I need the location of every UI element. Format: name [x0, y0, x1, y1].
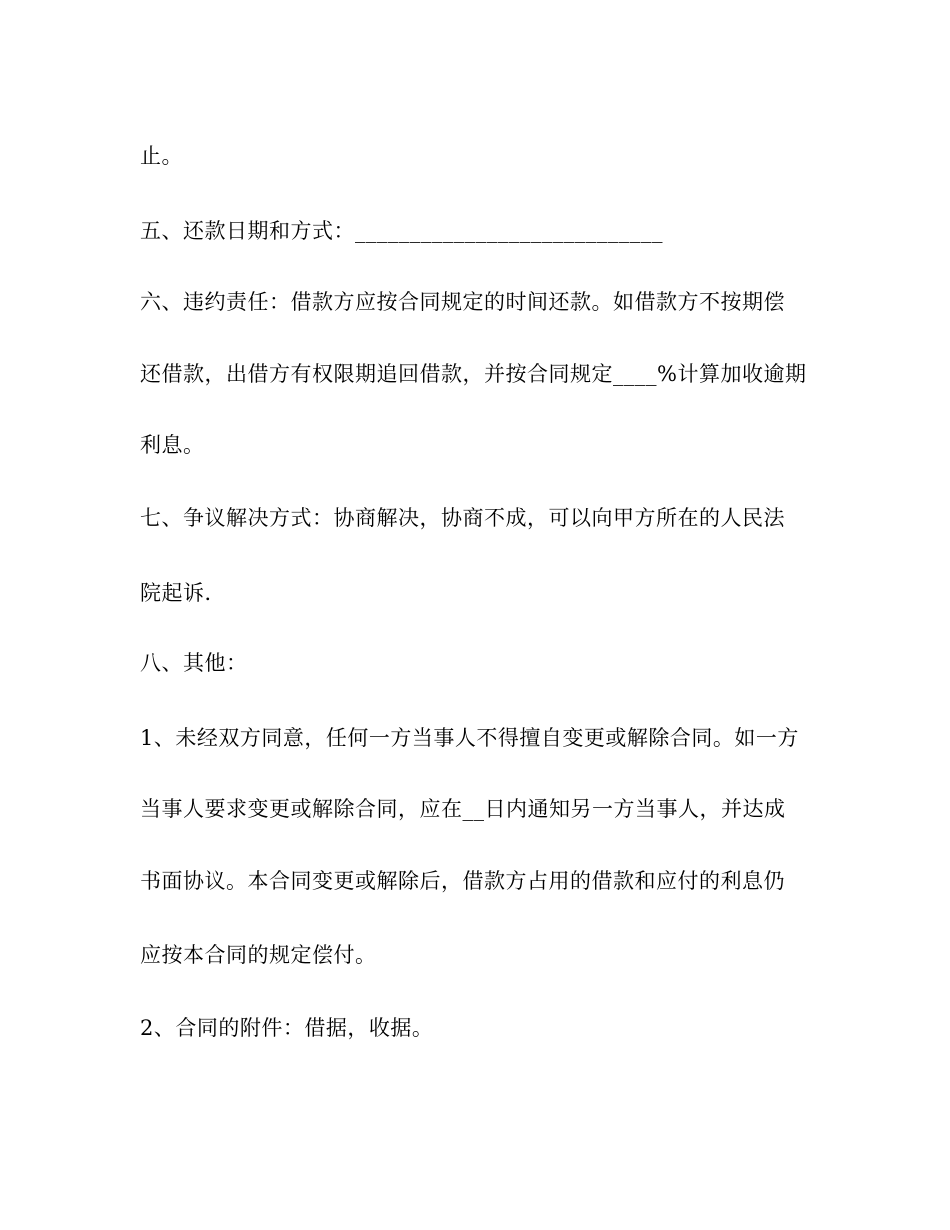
text-line: 八、其他：: [140, 651, 248, 675]
text-line: 应按本合同的规定偿付。: [140, 943, 377, 967]
text-line: 当事人要求变更或解除合同，应在__日内通知另一方当事人，并达成: [140, 797, 786, 821]
text-line: 2、合同的附件：借据，收据。: [140, 1016, 434, 1040]
text-line: 1、未经双方同意，任何一方当事人不得擅自变更或解除合同。如一方: [140, 726, 799, 750]
text-line: 六、违约责任：借款方应按合同规定的时间还款。如借款方不按期偿: [140, 290, 785, 314]
text-line: 书面协议。本合同变更或解除后，借款方占用的借款和应付的利息仍: [140, 869, 785, 893]
text-line: 还借款，出借方有权限期追回借款，并按合同规定____%计算加收逾期: [140, 362, 807, 386]
text-line: 五、还款日期和方式：____________________________: [140, 219, 663, 243]
text-line: 七、争议解决方式：协商解决，协商不成，可以向甲方所在的人民法: [140, 506, 785, 530]
text-line: 院起诉．: [140, 581, 226, 605]
text-line: 利息。: [140, 433, 205, 457]
text-line: 止。: [140, 144, 183, 168]
